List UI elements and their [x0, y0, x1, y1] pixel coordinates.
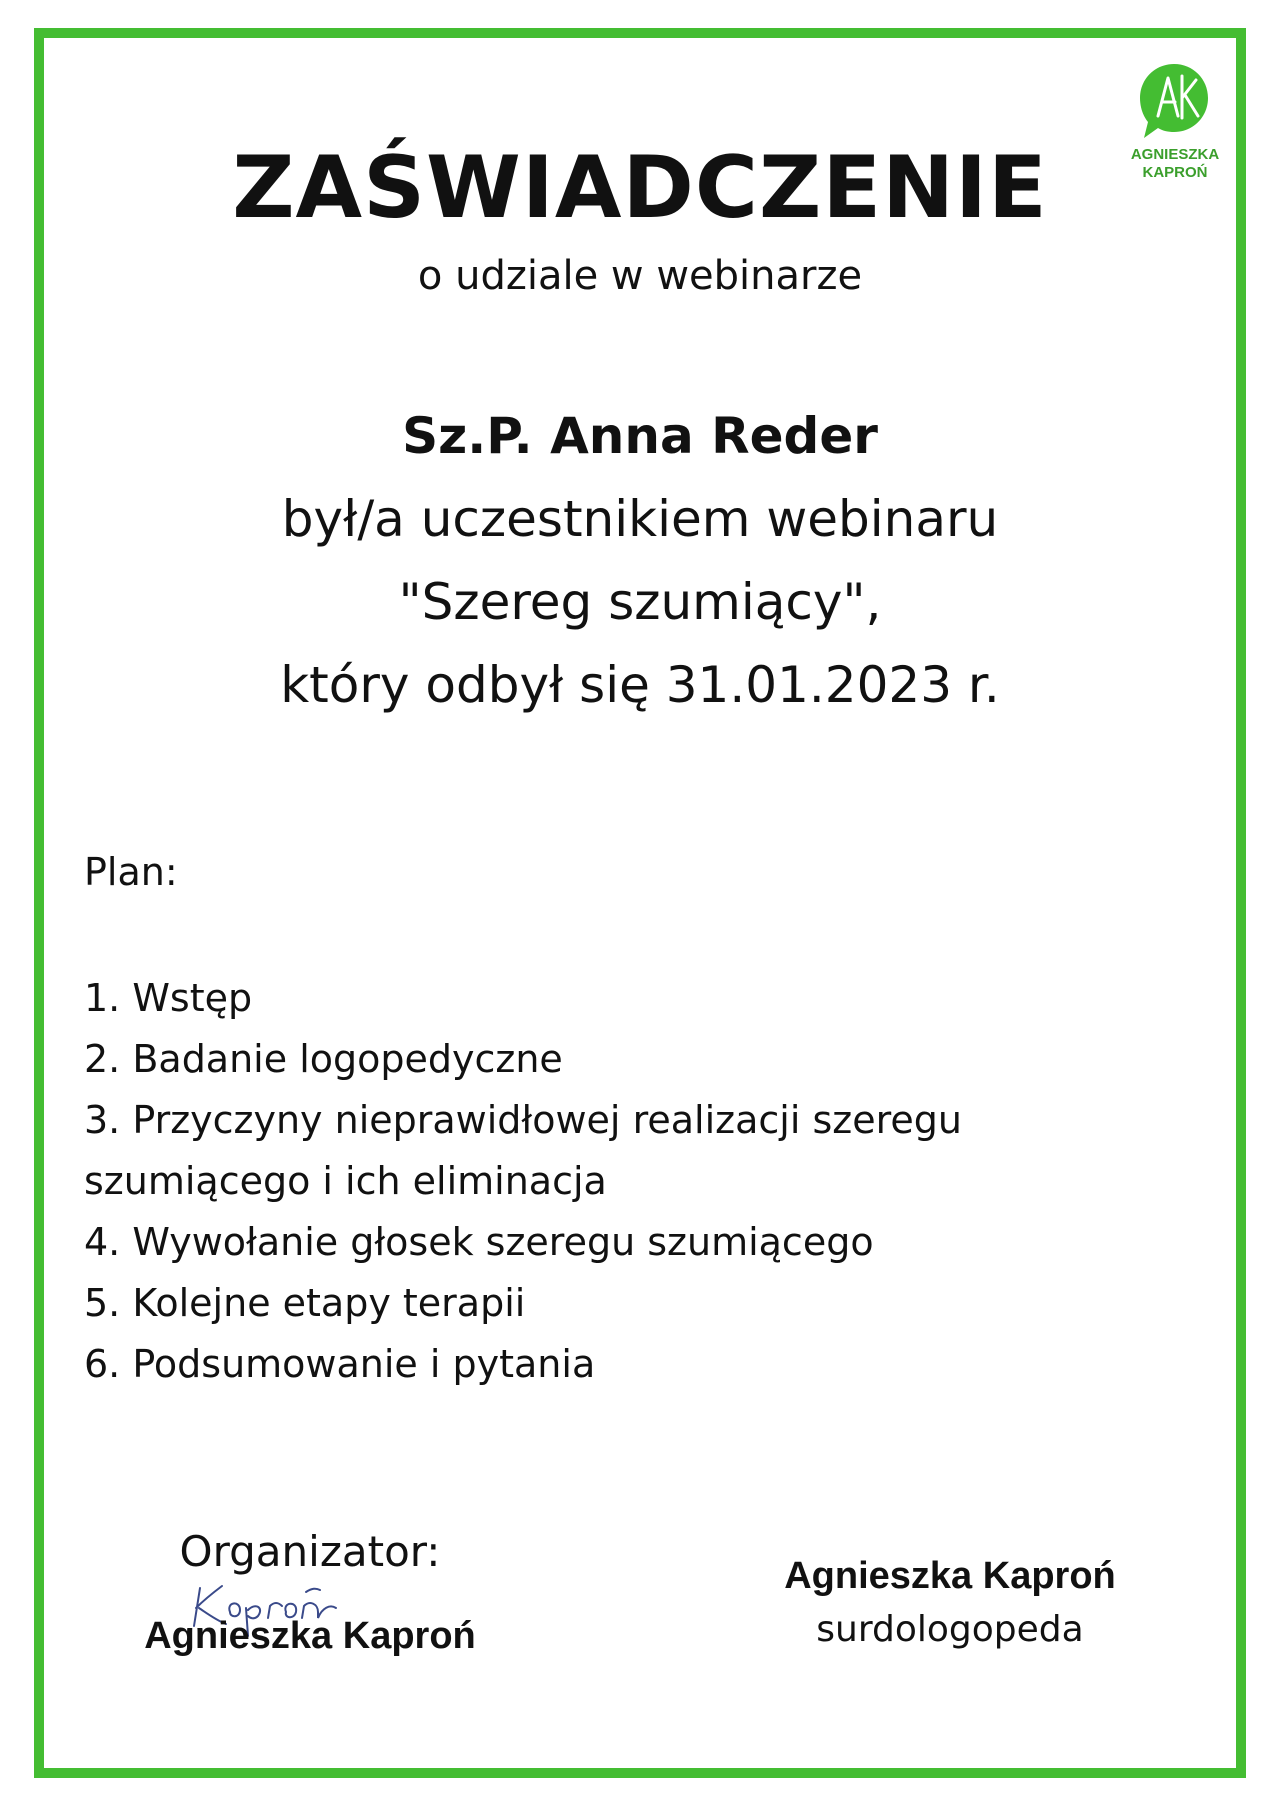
certificate-body [0, 478, 1280, 727]
organizer-name: Agnieszka Kaproń [144, 1615, 476, 1657]
plan-label: Plan: [84, 850, 178, 894]
plan-item: 3. Przyczyny nieprawidłowej realizacji szeregu [84, 1098, 962, 1142]
participation-line: był/a uczestnikiem webinaru [281, 490, 999, 548]
webinar-title-line: "Szereg szumiący", [398, 573, 882, 631]
recipient-name: Sz.P. Anna Reder [402, 407, 878, 465]
organizer-label: Organizator: [179, 1527, 441, 1576]
plan-item: 6. Podsumowanie i pytania [84, 1342, 596, 1386]
logo-name-line2: KAPROŃ [1142, 164, 1208, 181]
certificate-subtitle: o udziale w webinarze [417, 253, 863, 299]
plan-item: 5. Kolejne etapy terapii [84, 1281, 526, 1325]
plan-item-continuation: szumiącego i ich eliminacja [84, 1159, 607, 1203]
plan-list [84, 968, 1084, 1395]
speech-bubble-icon [1138, 62, 1210, 140]
plan-item: 4. Wywołanie głosek szeregu szumiącego [84, 1220, 874, 1264]
signatory-name: Agnieszka Kaproń [784, 1555, 1116, 1597]
plan-item: 2. Badanie logopedyczne [84, 1037, 563, 1081]
logo-name-line1: AGNIESZKA [1130, 146, 1220, 163]
date-line: który odbył się 31.01.2023 r. [280, 656, 1000, 714]
certificate-title: ZAŚWIADCZENIE [232, 138, 1048, 238]
signatory-role: surdologopeda [816, 1609, 1084, 1650]
plan-item: 1. Wstęp [84, 976, 253, 1020]
